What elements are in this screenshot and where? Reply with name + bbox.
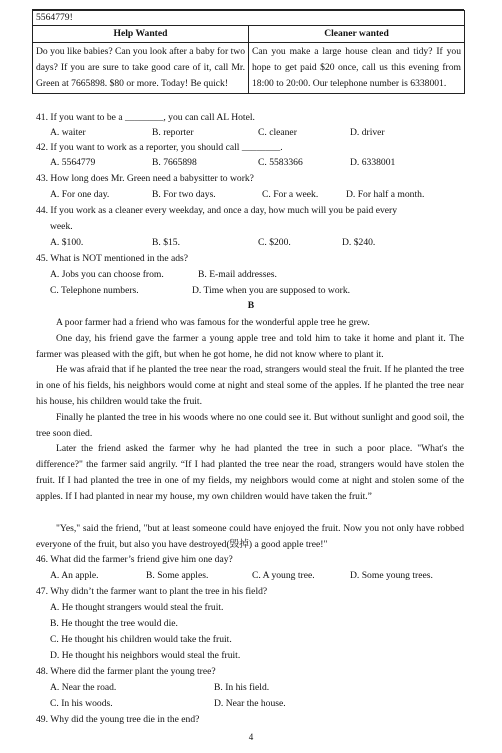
q42-option-c[interactable]: C. 5583366 [258, 157, 303, 168]
q48-option-b[interactable]: B. In his field. [214, 682, 270, 693]
ad-help-wanted-body: Do you like babies? Can you look after a baby for two days? If you are sure to take good care of it, call Mr. Green at 7665898. $80 or more. Today! Be quick! [33, 43, 249, 94]
q46-option-d[interactable]: D. Some young trees. [350, 570, 433, 581]
question-41: 41. If you want to be a ________, you can call AL Hotel. [36, 112, 255, 123]
question-46: 46. What did the farmer’s friend give him one day? [36, 554, 233, 565]
q44-option-c[interactable]: C. $200. [258, 237, 291, 248]
passage-paragraph-4: Finally he planted the tree in his woods where no one could see it. But without sunlight and good soil, the tree soon died. [36, 412, 464, 439]
q47-option-c[interactable]: C. He thought his children would take the fruit. [50, 634, 232, 645]
previous-ad-tail: 5564779! [33, 11, 465, 26]
q43-option-c[interactable]: C. For a week. [262, 189, 319, 200]
q47-option-d[interactable]: D. He thought his neighbors would steal the fruit. [50, 650, 241, 661]
ad-help-wanted-title: Help Wanted [33, 26, 249, 43]
section-b-heading: B [247, 300, 255, 311]
passage-paragraph-6: "Yes," said the friend, "but at least someone could have enjoyed the fruit. Now you not only have robbed everyone of the fruit, but also you have destroyed(毁掉) a good apple tree!" [36, 523, 464, 550]
q44-option-a[interactable]: A. $100. [50, 237, 84, 248]
q44-option-b[interactable]: B. $15. [152, 237, 180, 248]
q44-option-d[interactable]: D. $240. [342, 237, 376, 248]
q43-option-b[interactable]: B. For two days. [152, 189, 216, 200]
question-43: 43. How long does Mr. Green need a babysitter to work? [36, 173, 254, 184]
passage-paragraph-3: He was afraid that if he planted the tree near the road, strangers would steal the fruit. If he planted the tree in one of his fields, his neighbors would come at night and steal some of the apples. If he planted the tree near his house, his children would take the fruit. [36, 364, 464, 407]
q48-option-a[interactable]: A. Near the road. [50, 682, 117, 693]
q43-option-a[interactable]: A. For one day. [50, 189, 110, 200]
page-number: 4 [248, 732, 254, 742]
q47-option-b[interactable]: B. He thought the tree would die. [50, 618, 178, 629]
q48-option-d[interactable]: D. Near the house. [214, 698, 286, 709]
q45-option-a[interactable]: A. Jobs you can choose from. [50, 269, 164, 280]
q41-option-a[interactable]: A. waiter [50, 127, 86, 138]
question-45: 45. What is NOT mentioned in the ads? [36, 253, 189, 264]
ad-cleaner-wanted-title: Cleaner wanted [249, 26, 465, 43]
q43-option-d[interactable]: D. For half a month. [346, 189, 425, 200]
q47-option-a[interactable]: A. He thought strangers would steal the fruit. [50, 602, 224, 613]
q48-option-c[interactable]: C. In his woods. [50, 698, 113, 709]
q46-option-a[interactable]: A. An apple. [50, 570, 99, 581]
question-49: 49. Why did the young tree die in the end? [36, 714, 200, 725]
passage-paragraph-5: Later the friend asked the farmer why he had planted the tree in such a poor place. "What's the difference?" the farmer said angrily. “If I had planted the tree near the road, strangers would have stolen the fruit. If I had planted the tree in one of my fields, my neighbors would come at night and stolen some of the apples. If I had planted in near my house, my own children would have taken the fruit.” [36, 443, 464, 502]
q46-option-b[interactable]: B. Some apples. [146, 570, 209, 581]
passage-paragraph-1: A poor farmer had a friend who was famous for the wonderful apple tree he grew. [56, 317, 370, 328]
q42-option-b[interactable]: B. 7665898 [152, 157, 197, 168]
q42-option-a[interactable]: A. 5564779 [50, 157, 96, 168]
q41-option-c[interactable]: C. cleaner [258, 127, 297, 138]
question-42: 42. If you want to work as a reporter, you should call ________. [36, 142, 283, 153]
q45-option-b[interactable]: B. E-mail addresses. [198, 269, 277, 280]
q45-option-d[interactable]: D. Time when you are supposed to work. [192, 285, 351, 296]
ad-cleaner-wanted-body: Can you make a large house clean and tidy? If you hope to get paid $20 once, call us this evening from 18:00 to 20:00. Our telephone number is 6338001. [249, 43, 465, 94]
question-47: 47. Why didn’t the farmer want to plant the tree in his field? [36, 586, 268, 597]
question-44: 44. If you work as a cleaner every weekday, and once a day, how much will you be paid every [36, 205, 398, 216]
q41-option-b[interactable]: B. reporter [152, 127, 194, 138]
q41-option-d[interactable]: D. driver [350, 127, 385, 138]
question-48: 48. Where did the farmer plant the young tree? [36, 666, 216, 677]
q45-option-c[interactable]: C. Telephone numbers. [50, 285, 139, 296]
q42-option-d[interactable]: D. 6338001 [350, 157, 396, 168]
question-44-continued: week. [50, 221, 73, 232]
passage-paragraph-2: One day, his friend gave the farmer a young apple tree and told him to take it home and plant it. The farmer was pleased with the gift, but when he got home, he did not know where to plant it. [36, 333, 464, 360]
ads-table [32, 10, 465, 94]
q46-option-c[interactable]: C. A young tree. [252, 570, 315, 581]
